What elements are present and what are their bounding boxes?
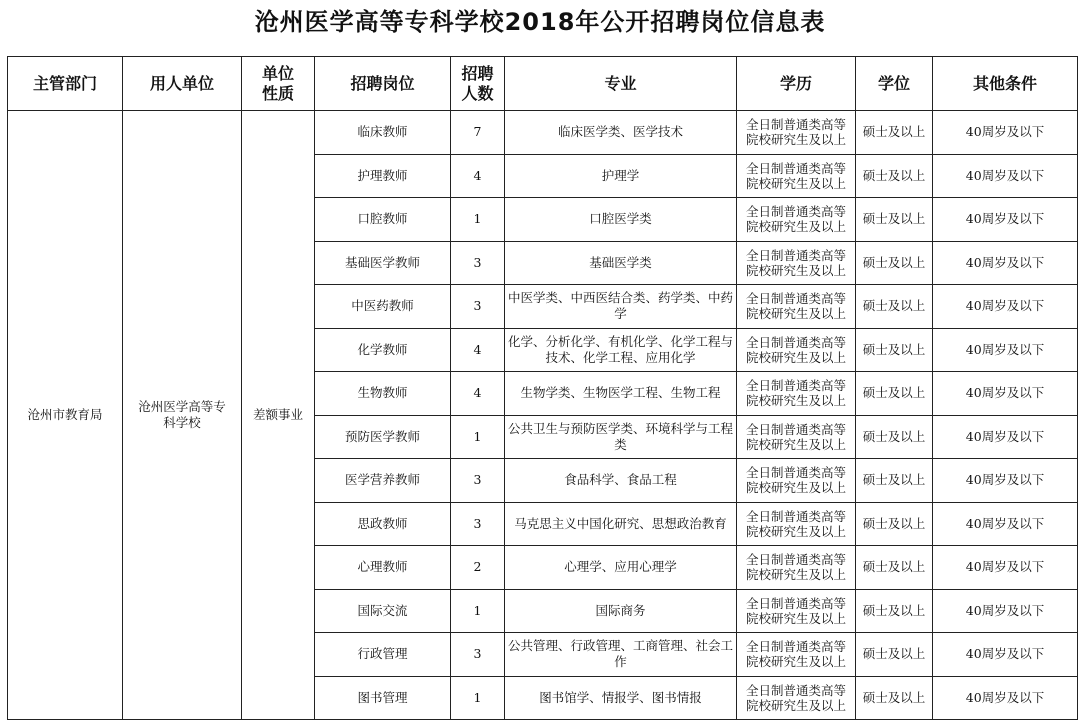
major-cell: 口腔医学类 (505, 198, 737, 242)
post-cell: 基础医学教师 (315, 241, 451, 285)
post-cell: 图书管理 (315, 676, 451, 720)
other-cell: 40周岁及以下 (933, 198, 1078, 242)
recruitment-table (7, 56, 1078, 720)
degree-cell: 硕士及以上 (856, 676, 933, 720)
count-cell: 3 (451, 502, 505, 546)
count-cell: 4 (451, 372, 505, 416)
post-cell: 生物教师 (315, 372, 451, 416)
education-cell: 全日制普通类高等院校研究生及以上 (737, 676, 856, 720)
other-cell: 40周岁及以下 (933, 111, 1078, 155)
header-other: 其他条件 (933, 57, 1078, 111)
education-cell: 全日制普通类高等院校研究生及以上 (737, 154, 856, 198)
degree-cell: 硕士及以上 (856, 241, 933, 285)
other-cell: 40周岁及以下 (933, 459, 1078, 503)
count-cell: 1 (451, 676, 505, 720)
major-cell: 国际商务 (505, 589, 737, 633)
education-cell: 全日制普通类高等院校研究生及以上 (737, 415, 856, 459)
count-cell: 7 (451, 111, 505, 155)
education-cell: 全日制普通类高等院校研究生及以上 (737, 589, 856, 633)
count-cell: 1 (451, 198, 505, 242)
count-cell: 4 (451, 328, 505, 372)
degree-cell: 硕士及以上 (856, 415, 933, 459)
degree-cell: 硕士及以上 (856, 546, 933, 590)
header-education: 学历 (737, 57, 856, 111)
post-cell: 医学营养教师 (315, 459, 451, 503)
post-cell: 行政管理 (315, 633, 451, 677)
header-post: 招聘岗位 (315, 57, 451, 111)
education-cell: 全日制普通类高等院校研究生及以上 (737, 111, 856, 155)
post-cell: 护理教师 (315, 154, 451, 198)
employer-cell: 沧州医学高等专科学校 (123, 111, 242, 720)
post-cell: 心理教师 (315, 546, 451, 590)
major-cell: 公共管理、行政管理、工商管理、社会工作 (505, 633, 737, 677)
other-cell: 40周岁及以下 (933, 285, 1078, 329)
degree-cell: 硕士及以上 (856, 502, 933, 546)
major-cell: 图书馆学、情报学、图书情报 (505, 676, 737, 720)
degree-cell: 硕士及以上 (856, 198, 933, 242)
post-cell: 口腔教师 (315, 198, 451, 242)
major-cell: 护理学 (505, 154, 737, 198)
count-cell: 3 (451, 633, 505, 677)
post-cell: 化学教师 (315, 328, 451, 372)
education-cell: 全日制普通类高等院校研究生及以上 (737, 285, 856, 329)
major-cell: 化学、分析化学、有机化学、化学工程与技术、化学工程、应用化学 (505, 328, 737, 372)
education-cell: 全日制普通类高等院校研究生及以上 (737, 328, 856, 372)
header-major: 专业 (505, 57, 737, 111)
other-cell: 40周岁及以下 (933, 502, 1078, 546)
count-cell: 1 (451, 589, 505, 633)
education-cell: 全日制普通类高等院校研究生及以上 (737, 241, 856, 285)
department-cell: 沧州市教育局 (8, 111, 123, 720)
count-cell: 3 (451, 241, 505, 285)
degree-cell: 硕士及以上 (856, 285, 933, 329)
education-cell: 全日制普通类高等院校研究生及以上 (737, 372, 856, 416)
major-cell: 食品科学、食品工程 (505, 459, 737, 503)
post-cell: 国际交流 (315, 589, 451, 633)
other-cell: 40周岁及以下 (933, 241, 1078, 285)
degree-cell: 硕士及以上 (856, 328, 933, 372)
page-title: 沧州医学高等专科学校2018年公开招聘岗位信息表 (254, 8, 826, 36)
count-cell: 4 (451, 154, 505, 198)
unit-nature-cell: 差额事业 (242, 111, 315, 720)
major-cell: 心理学、应用心理学 (505, 546, 737, 590)
header-department: 主管部门 (8, 57, 123, 111)
degree-cell: 硕士及以上 (856, 589, 933, 633)
education-cell: 全日制普通类高等院校研究生及以上 (737, 198, 856, 242)
header-unit-nature: 单位性质 (242, 57, 315, 111)
other-cell: 40周岁及以下 (933, 328, 1078, 372)
education-cell: 全日制普通类高等院校研究生及以上 (737, 502, 856, 546)
header-row (8, 57, 1078, 111)
other-cell: 40周岁及以下 (933, 676, 1078, 720)
count-cell: 3 (451, 285, 505, 329)
degree-cell: 硕士及以上 (856, 154, 933, 198)
major-cell: 生物学类、生物医学工程、生物工程 (505, 372, 737, 416)
count-cell: 2 (451, 546, 505, 590)
degree-cell: 硕士及以上 (856, 633, 933, 677)
table-row (8, 111, 1078, 155)
other-cell: 40周岁及以下 (933, 589, 1078, 633)
degree-cell: 硕士及以上 (856, 459, 933, 503)
other-cell: 40周岁及以下 (933, 546, 1078, 590)
count-cell: 1 (451, 415, 505, 459)
major-cell: 公共卫生与预防医学类、环境科学与工程类 (505, 415, 737, 459)
education-cell: 全日制普通类高等院校研究生及以上 (737, 546, 856, 590)
post-cell: 思政教师 (315, 502, 451, 546)
major-cell: 基础医学类 (505, 241, 737, 285)
major-cell: 中医学类、中西医结合类、药学类、中药学 (505, 285, 737, 329)
table-body (8, 111, 1078, 720)
other-cell: 40周岁及以下 (933, 372, 1078, 416)
major-cell: 临床医学类、医学技术 (505, 111, 737, 155)
education-cell: 全日制普通类高等院校研究生及以上 (737, 459, 856, 503)
major-cell: 马克思主义中国化研究、思想政治教育 (505, 502, 737, 546)
other-cell: 40周岁及以下 (933, 415, 1078, 459)
degree-cell: 硕士及以上 (856, 111, 933, 155)
education-cell: 全日制普通类高等院校研究生及以上 (737, 633, 856, 677)
post-cell: 预防医学教师 (315, 415, 451, 459)
post-cell: 临床教师 (315, 111, 451, 155)
other-cell: 40周岁及以下 (933, 633, 1078, 677)
count-cell: 3 (451, 459, 505, 503)
other-cell: 40周岁及以下 (933, 154, 1078, 198)
degree-cell: 硕士及以上 (856, 372, 933, 416)
header-employer: 用人单位 (123, 57, 242, 111)
header-count: 招聘人数 (451, 57, 505, 111)
post-cell: 中医药教师 (315, 285, 451, 329)
header-degree: 学位 (856, 57, 933, 111)
